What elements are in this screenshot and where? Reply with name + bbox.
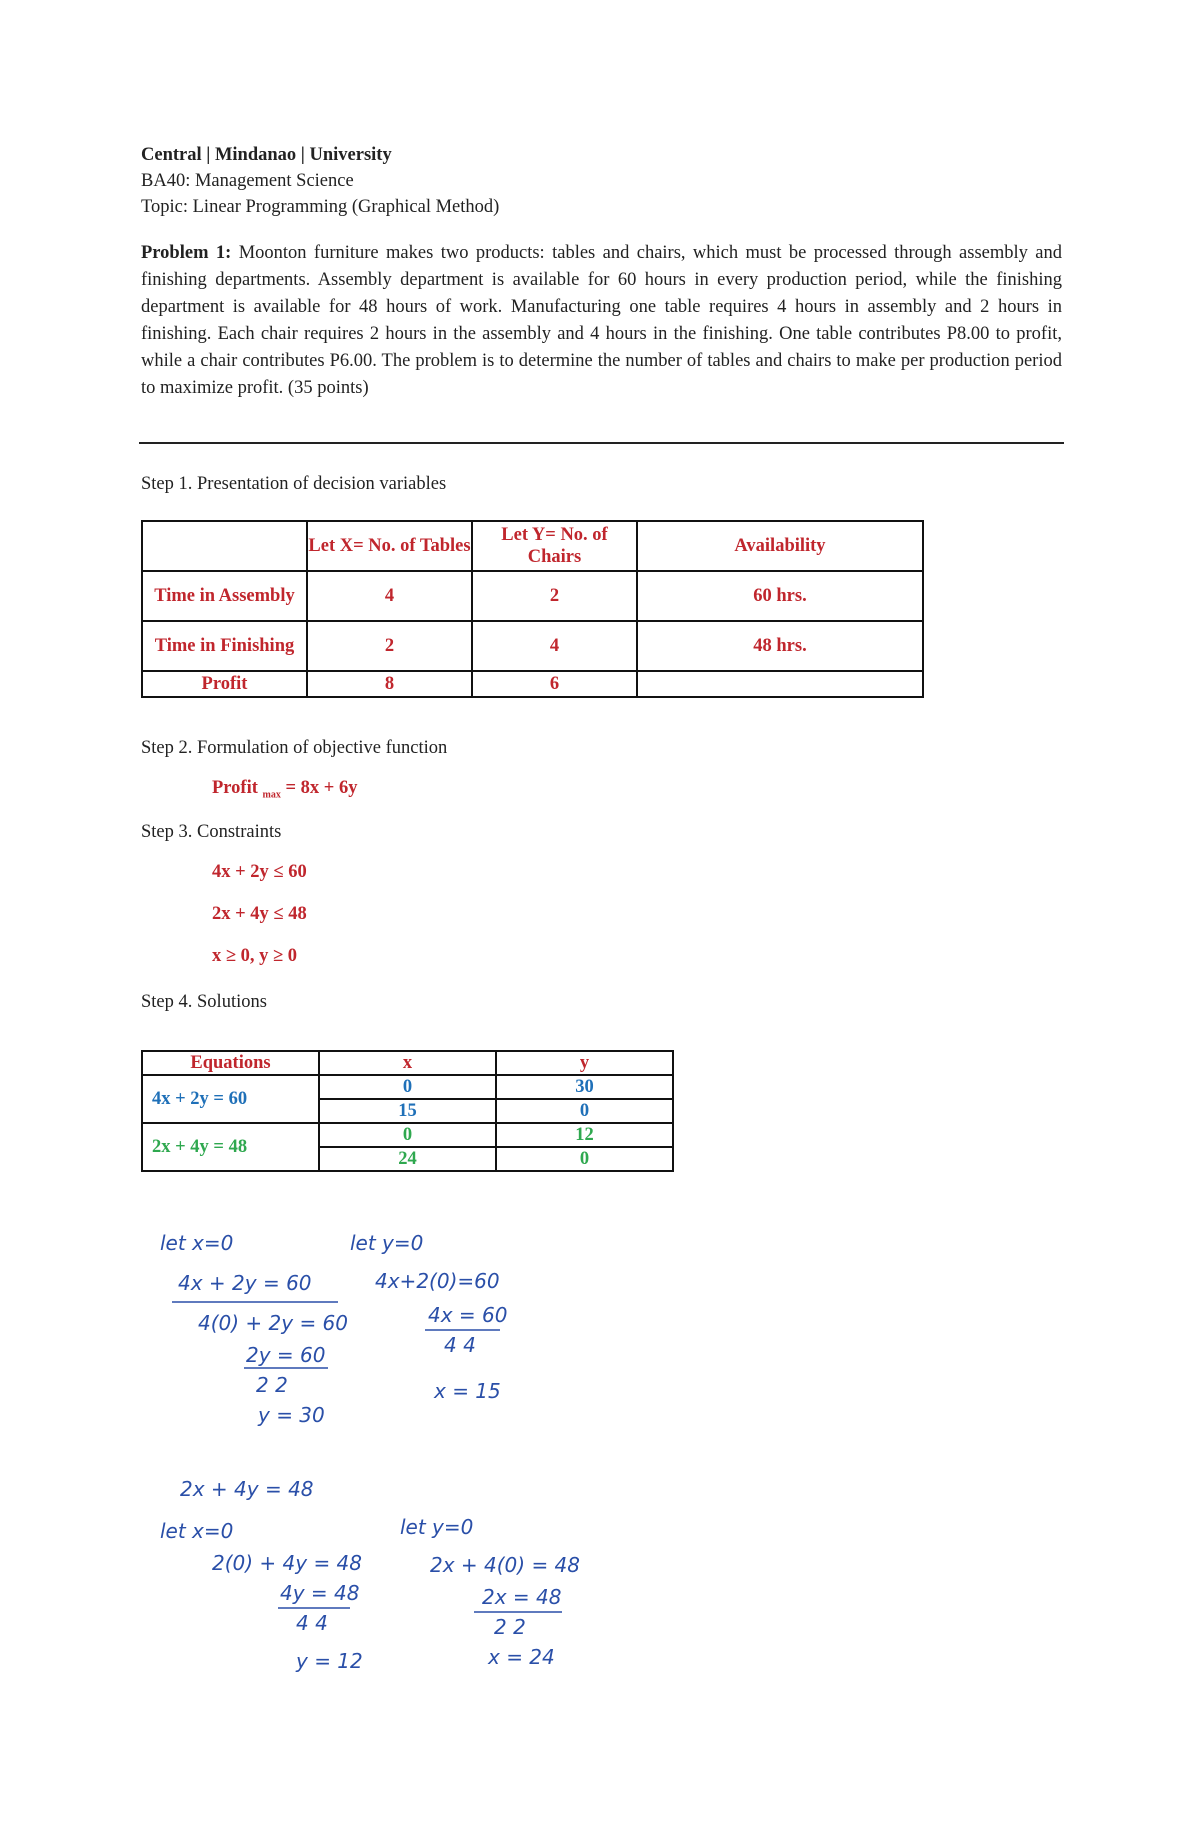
problem-label: Problem 1:: [141, 243, 232, 263]
step3-title: Step 3. Constraints: [141, 822, 282, 842]
table-header-cell: y: [496, 1051, 673, 1075]
hw-line: y = 30: [258, 1403, 325, 1427]
constraint-finishing: 2x + 4y ≤ 48: [212, 904, 307, 924]
equation-label: 2x + 4y = 48: [142, 1123, 319, 1171]
step2-title: Step 2. Formulation of objective function: [141, 738, 448, 758]
cell-y: 0: [496, 1147, 673, 1171]
hw-line: let y=0: [350, 1231, 424, 1255]
hw-line: 2x = 48: [482, 1585, 562, 1609]
hw-line: x = 24: [488, 1645, 555, 1669]
objective-subscript: max: [262, 789, 281, 801]
step1-title: Step 1. Presentation of decision variables: [141, 474, 447, 494]
cell-y: 6: [472, 671, 637, 697]
constraint-nonnegativity: x ≥ 0, y ≥ 0: [212, 946, 298, 966]
table-header-cell: x: [319, 1051, 496, 1075]
row-label: Profit: [142, 671, 307, 697]
table-header-cell: Let X= No. of Tables: [307, 521, 472, 571]
hw-line: let x=0: [160, 1519, 234, 1543]
course-title: BA40: Management Science: [141, 171, 354, 191]
hw-line: let x=0: [160, 1231, 234, 1255]
hw-line: y = 12: [296, 1649, 363, 1673]
hw-line: 4(0) + 2y = 60: [198, 1311, 349, 1335]
cell-x: 0: [319, 1075, 496, 1099]
cell-y: 0: [496, 1099, 673, 1123]
cell-x: 4: [307, 571, 472, 621]
table-header-cell: Availability: [637, 521, 923, 571]
cell-x: 0: [319, 1123, 496, 1147]
hw-line: 2(0) + 4y = 48: [212, 1551, 363, 1575]
table-header-cell: Equations: [142, 1051, 319, 1075]
university-name: Central | Mindanao | University: [141, 145, 392, 165]
hw-line: 4y = 48: [280, 1581, 360, 1605]
cell-x: 15: [319, 1099, 496, 1123]
cell-x: 24: [319, 1147, 496, 1171]
cell-availability: 60 hrs.: [637, 571, 923, 621]
hw-line: 4x+2(0)=60: [375, 1269, 500, 1293]
cell-availability: 48 hrs.: [637, 621, 923, 671]
cell-y: 12: [496, 1123, 673, 1147]
objective-prefix: Profit: [212, 778, 263, 798]
hw-line: 4x = 60: [428, 1303, 508, 1327]
hw-line: let y=0: [400, 1515, 474, 1539]
hw-line: 2 2: [256, 1373, 288, 1397]
cell-y: 30: [496, 1075, 673, 1099]
step4-title: Step 4. Solutions: [141, 992, 267, 1012]
hw-line: x = 15: [434, 1379, 501, 1403]
problem-text: Moonton furniture makes two products: tables and chairs, which must be processed through assembly and finishing departments. Assembly department is available for 60 hours in every production period, while the finishing department is available for 48 hours of work. Manufacturing one table requires 4 hours in assembly and 2 hours in finishing. Each chair requires 2 hours in the assembly and 4 hours in the finishing. One table contributes P8.00 to profit, while a chair contributes P6.00. The problem is to determine the number of tables and chairs to make per production period to maximize profit. (35 points): [141, 243, 1063, 398]
topic-line: Topic: Linear Programming (Graphical Method): [141, 197, 500, 217]
row-label: Time in Finishing: [142, 621, 307, 671]
cell-x: 8: [307, 671, 472, 697]
hw-line: 2y = 60: [246, 1343, 326, 1367]
hw-line: 2 2: [494, 1615, 526, 1639]
hw-line: 4 4: [444, 1333, 476, 1357]
constraint-assembly: 4x + 2y ≤ 60: [212, 862, 307, 882]
row-label: Time in Assembly: [142, 571, 307, 621]
hw-line: 2x + 4y = 48: [180, 1477, 314, 1501]
cell-y: 4: [472, 621, 637, 671]
hw-line: 4x + 2y = 60: [178, 1271, 312, 1295]
cell-x: 2: [307, 621, 472, 671]
cell-y: 2: [472, 571, 637, 621]
equation-label: 4x + 2y = 60: [142, 1075, 319, 1123]
objective-expression: = 8x + 6y: [280, 778, 358, 798]
table-header-cell: Let Y= No. of Chairs: [472, 521, 637, 571]
hw-line: 2x + 4(0) = 48: [430, 1553, 581, 1577]
hw-line: 4 4: [296, 1611, 328, 1635]
